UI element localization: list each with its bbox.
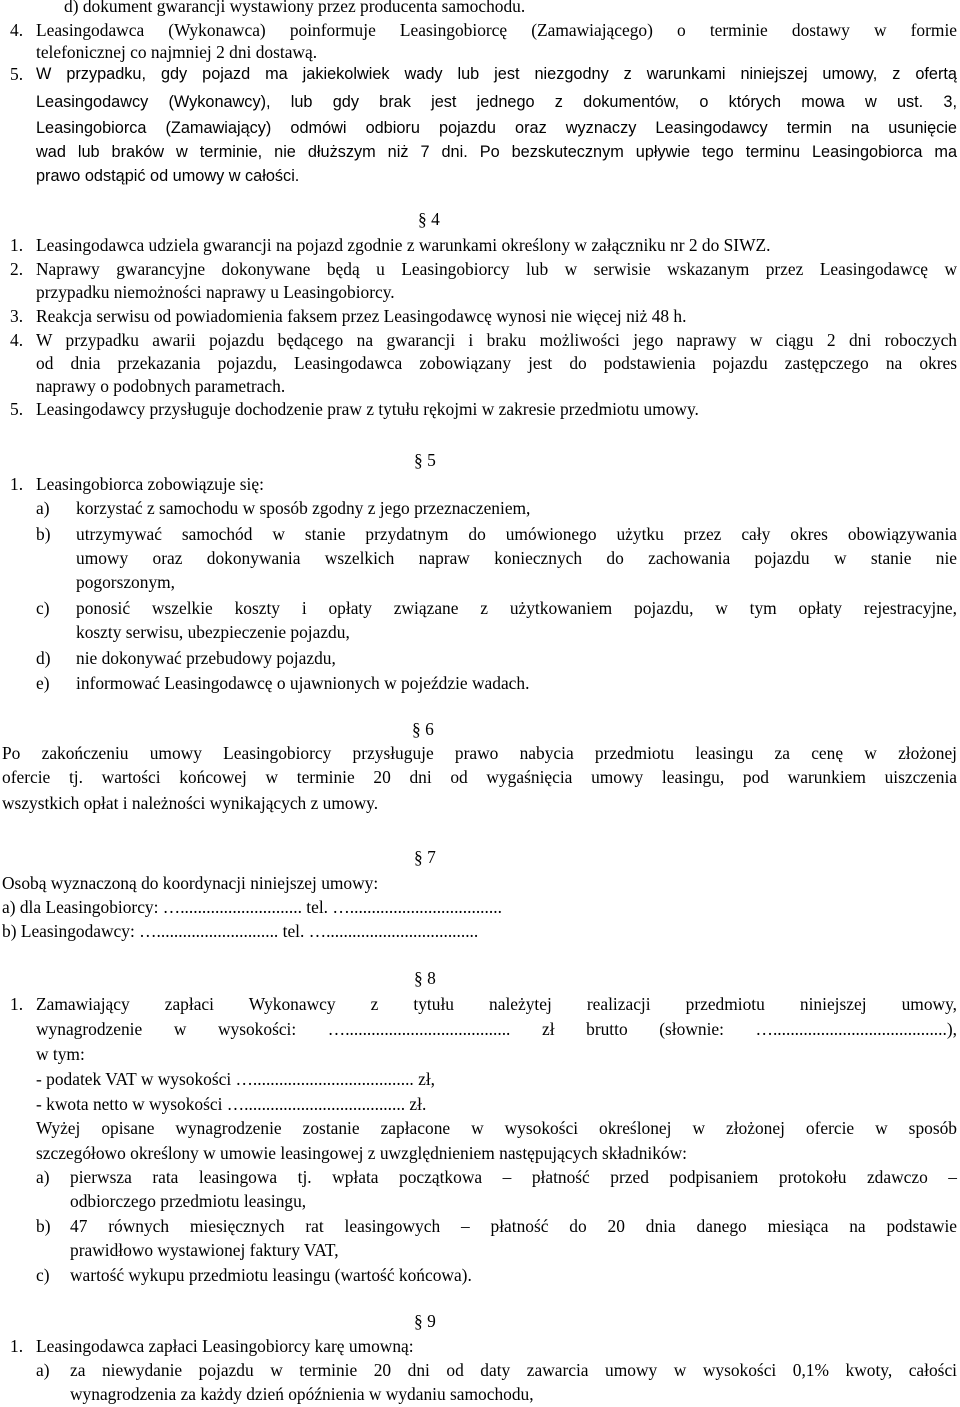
doc-line: Osobą wyznaczoną do koordynacji niniejszej umowy: [2,873,379,893]
doc-line: - podatek VAT w wysokości …..................................... zł, [36,1069,436,1089]
doc-line: W przypadku, gdy pojazd ma jakiekolwiek wady lub jest niezgodny z warunkami niniejszej umowy, z ofertą [36,65,957,83]
doc-line: b) Leasingodawcy: …............................ tel. …................................... [2,921,479,941]
doc-line: telefonicznej co najmniej 2 dni dostawą. [36,42,318,62]
section-heading-8 [414,967,436,989]
list-letter: a) [36,1167,50,1187]
doc-line: ponosić wszelkie koszty i opłaty związane z użytkowaniem pojazdu, w tym opłaty rejestracyjne, [76,598,957,618]
list-number: 2. [10,259,24,279]
section-heading-6 [412,718,434,740]
section-number: 7 [427,847,436,867]
doc-line: Leasingodawcy (Wykonawcy), lub gdy brak jest jednego z dokumentów, o których mowa w ust. 3, [36,93,957,111]
doc-line: Leasingobiorca zobowiązuje się: [36,474,264,494]
doc-line: wad lub braków w terminie, nie dłuższym niż 7 dni. Po bezskutecznym upływie tego terminu Leasingobiorca ma [36,143,957,161]
doc-line: Reakcja serwisu od powiadomienia faksem przez Leasingodawcę wynosi nie więcej niż 48 h. [36,306,687,326]
list-letter: b) [36,524,51,544]
section-heading-4 [418,208,440,230]
doc-line: ofercie tj. wartości końcowej w terminie 20 dni od wygaśnięcia umowy leasingu, pod warunkiem uiszczenia [2,767,957,787]
doc-line: wynagrodzenia za każdy dzień opóźnienia w wydaniu samochodu, [70,1384,534,1404]
doc-line: Po zakończeniu umowy Leasingobiorcy przysługuje prawo nabycia przedmiotu leasingu za cenę w złożonej [2,743,957,763]
doc-line: Wyżej opisane wynagrodzenie zostanie zapłacone w wysokości określonej w złożonej ofercie w sposób [36,1118,957,1138]
doc-line: umowy oraz dokonywania wszelkich napraw koniecznych do zachowania pojazdu w stanie nie [76,548,957,568]
doc-line: d) dokument gwarancji wystawiony przez producenta samochodu. [64,0,526,16]
paragraph-sign: § [412,719,421,739]
doc-line: za niewydanie pojazdu w terminie 20 dni od daty zawarcia umowy w wysokości 0,1% kwoty, całości [70,1360,957,1380]
doc-line: odbiorczego przedmiotu leasingu, [70,1191,307,1211]
section-number: 6 [425,719,434,739]
doc-line: utrzymywać samochód w stanie przydatnym do umówionego użytku przez cały okres obowiązywania [76,524,957,544]
doc-line: pogorszonym, [76,572,176,592]
section-number: 9 [427,1311,436,1331]
section-number: 5 [427,450,436,470]
section-number: 8 [427,968,436,988]
list-number: 1. [10,1336,24,1356]
doc-line: wartość wykupu przedmiotu leasingu (wartość końcowa). [70,1265,472,1285]
list-number: 1. [10,235,24,255]
list-number: 4. [10,330,24,350]
doc-line: pierwsza rata leasingowa tj. wpłata początkowa – płatność przed podpisaniem protokołu zdawczo – [70,1167,957,1187]
section-heading-5 [414,449,436,471]
doc-line: wynagrodzenie w wysokości: …...................................... zł brutto (słownie: …........................................), [36,1019,957,1039]
doc-line: Leasingodawca zapłaci Leasingobiorcy karę umowną: [36,1336,414,1356]
doc-line: Naprawy gwarancyjne dokonywane będą u Leasingobiorcy lub w serwisie wskazanym przez Leasingodawcę w [36,259,957,279]
doc-line: koszty serwisu, ubezpieczenie pojazdu, [76,622,350,642]
list-number: 5. [10,399,24,419]
list-number: 1. [10,994,24,1014]
section-number: 4 [431,209,440,229]
list-letter: c) [36,1265,50,1285]
list-letter: c) [36,598,50,618]
doc-line: informować Leasingodawcę o ujawnionych w pojeździe wadach. [76,673,530,693]
paragraph-sign: § [418,209,427,229]
section-heading-9 [414,1310,436,1332]
list-letter: d) [36,648,51,668]
doc-line: - kwota netto w wysokości …..................................... zł. [36,1094,427,1114]
paragraph-sign: § [414,1311,423,1331]
doc-line: W przypadku awarii pojazdu będącego na gwarancji i braku możliwości jego naprawy w ciągu 2 dni roboczych [36,330,957,350]
doc-line: Leasingobiorca (Zamawiający) odmówi odbioru pojazdu oraz wyznaczy Leasingodawcy termin na usunięcie [36,119,957,137]
list-letter: e) [36,673,50,693]
doc-line: korzystać z samochodu w sposób zgodny z jego przeznaczeniem, [76,498,531,518]
doc-line: Leasingodawca udziela gwarancji na pojazd zgodnie z warunkami określony w załączniku nr 2 do SIWZ. [36,235,771,255]
doc-line: naprawy o podobnych parametrach. [36,376,286,396]
paragraph-sign: § [414,968,423,988]
list-number: 4. [10,20,24,40]
doc-line: w tym: [36,1044,85,1064]
doc-line: Zamawiający zapłaci Wykonawcy z tytułu należytej realizacji przedmiotu niniejszej umowy, [36,994,957,1014]
doc-line: prawidłowo wystawionej faktury VAT, [70,1240,339,1260]
paragraph-sign: § [414,847,423,867]
list-letter: b) [36,1216,51,1236]
list-letter: a) [36,1360,50,1380]
doc-line: prawo odstąpić od umowy w całości. [36,167,300,185]
list-number: 3. [10,306,24,326]
doc-line: szczegółowo określony w umowie leasingowej z uwzględnieniem następujących składników: [36,1143,688,1163]
doc-line: Leasingodawcy przysługuje dochodzenie praw z tytułu rękojmi w zakresie przedmiotu umowy. [36,399,699,419]
paragraph-sign: § [414,450,423,470]
list-letter: a) [36,498,50,518]
doc-line: wszystkich opłat i należności wynikających z umowy. [2,793,379,813]
doc-line: a) dla Leasingobiorcy: …............................ tel. …................................... [2,897,502,917]
doc-line: 47 równych miesięcznych rat leasingowych – płatność do 20 dnia danego miesiąca na podstawie [70,1216,957,1236]
doc-line: od dnia przekazania pojazdu, Leasingodawca zobowiązany jest do podstawienia pojazdu zastępczego na okres [36,353,957,373]
section-heading-7 [414,846,436,868]
doc-line: przypadku niemożności naprawy u Leasingobiorcy. [36,282,395,302]
list-number: 1. [10,474,24,494]
list-number: 5. [10,64,24,84]
doc-line: Leasingodawca (Wykonawca) poinformuje Leasingobiorcę (Zamawiającego) o terminie dostawy w formie [36,20,957,40]
doc-line: nie dokonywać przebudowy pojazdu, [76,648,336,668]
